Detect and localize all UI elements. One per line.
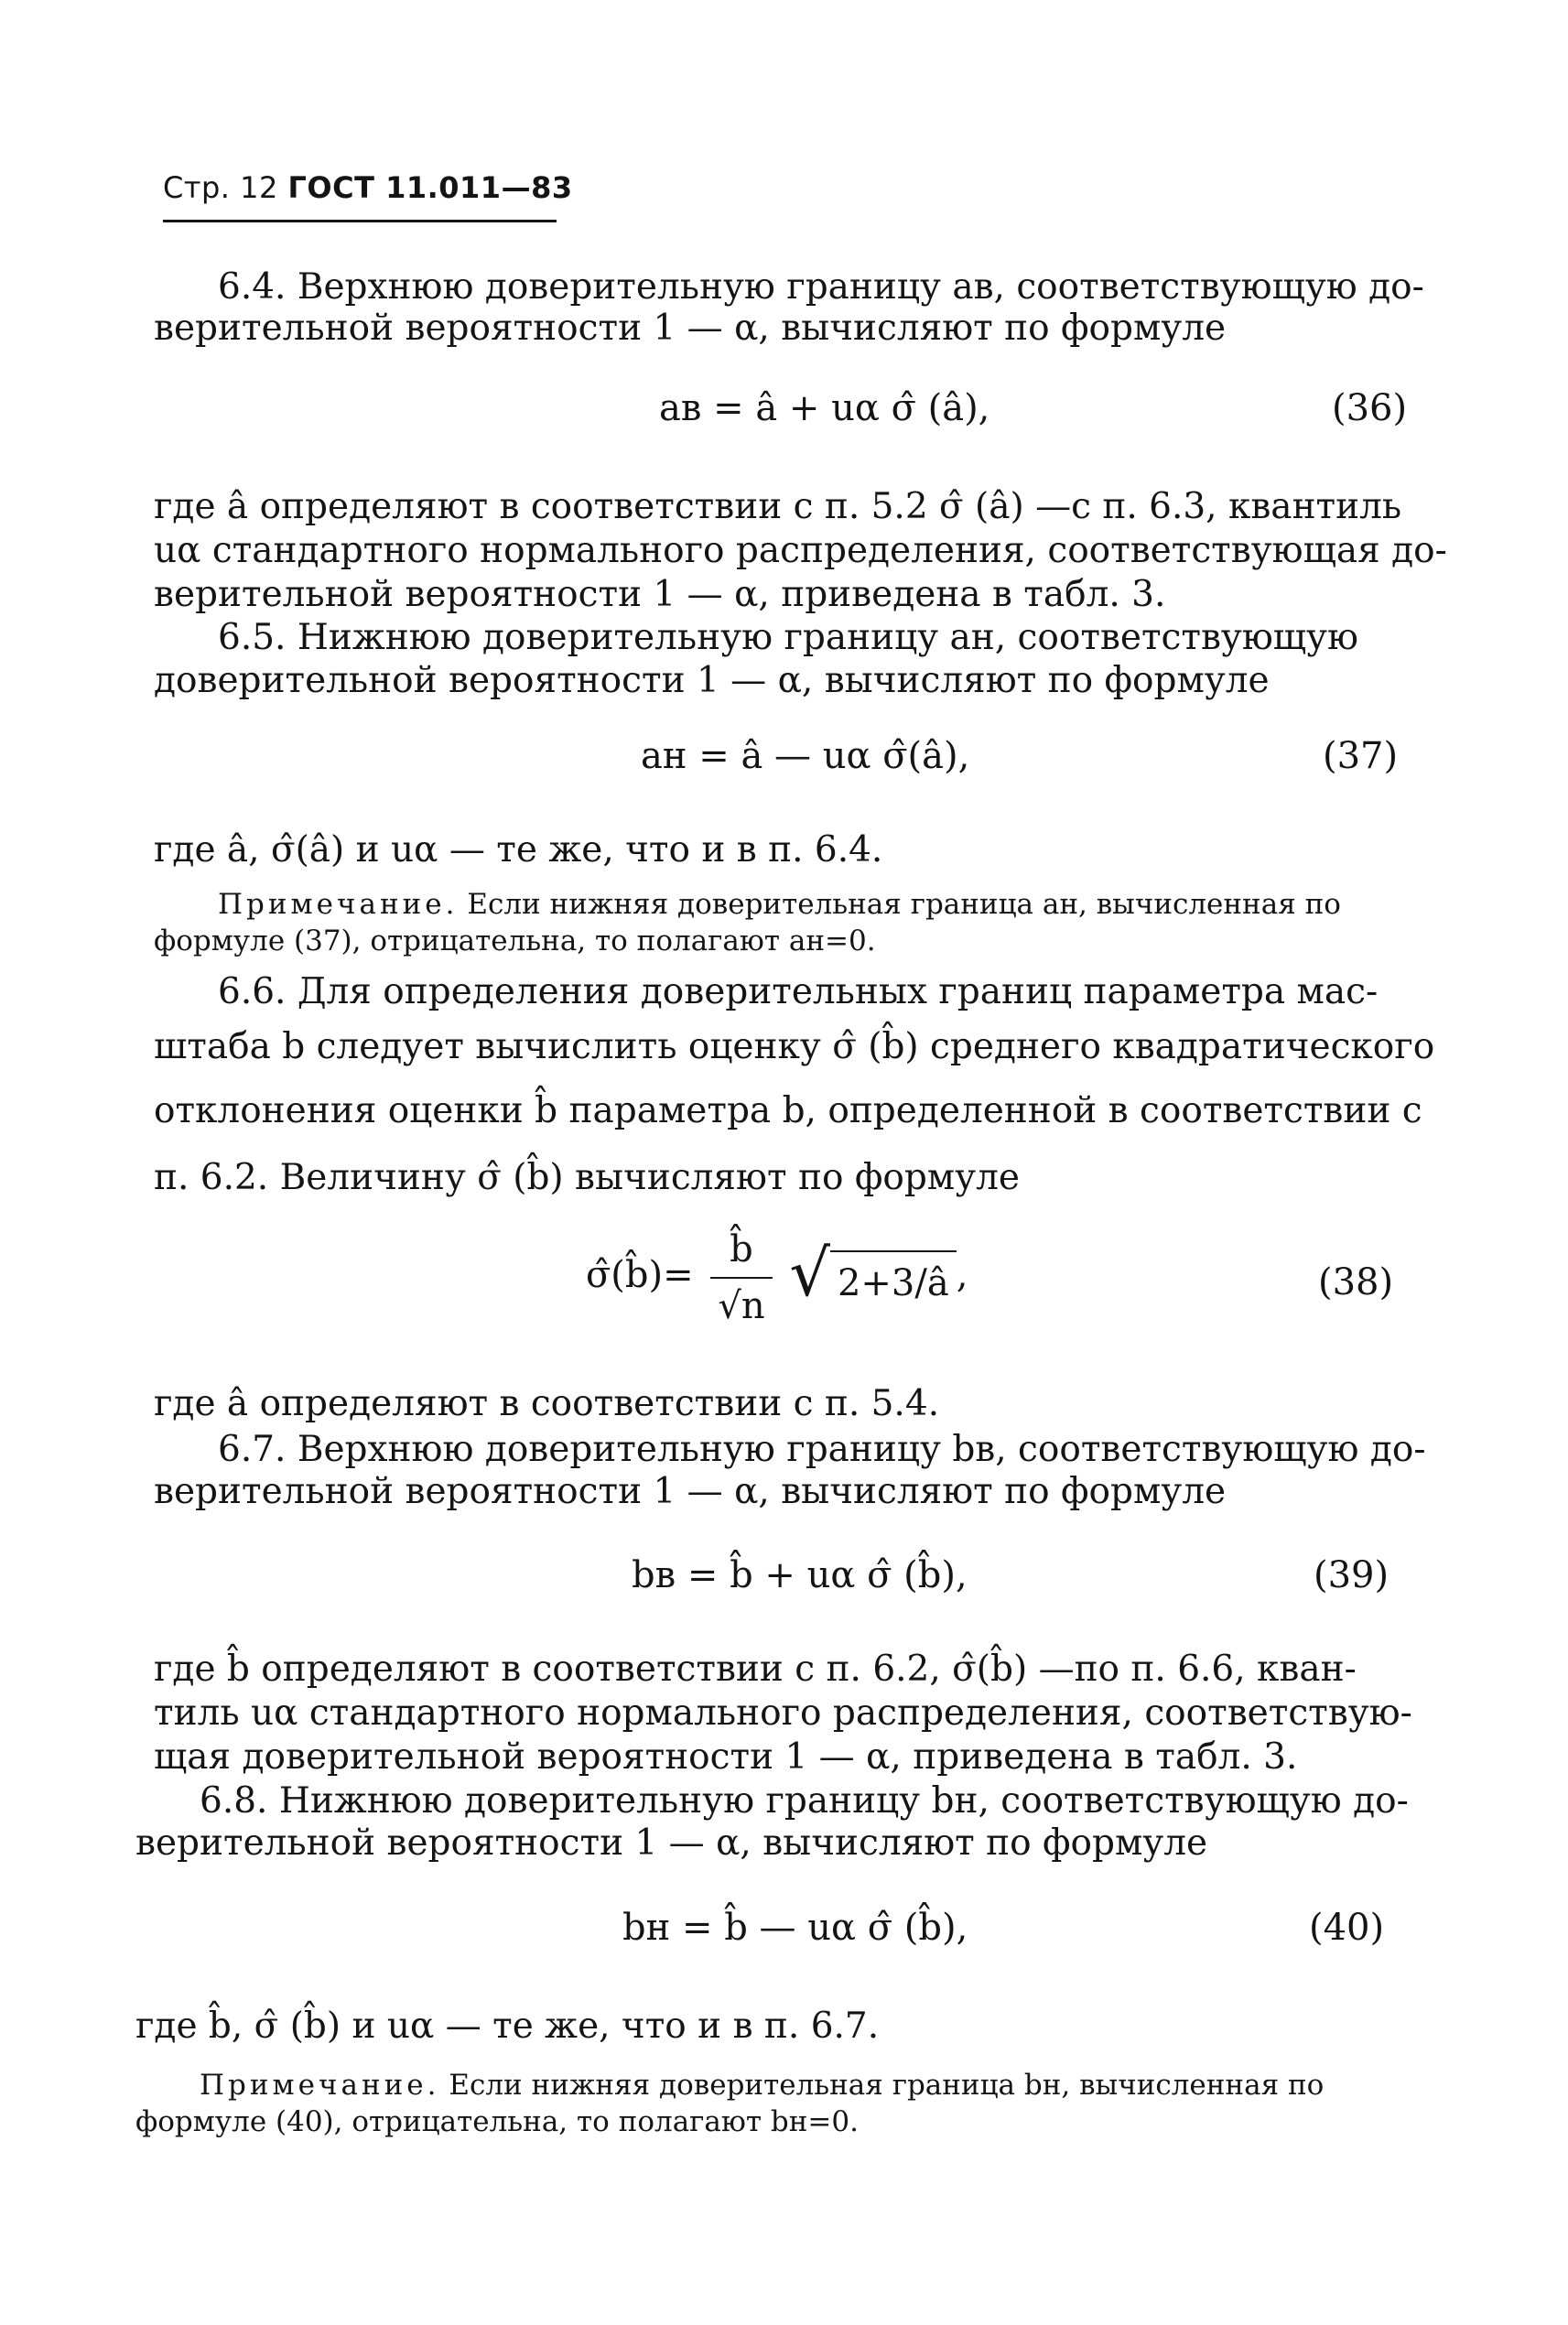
note-2-line-1	[200, 2067, 1481, 2103]
para-6-4-line-3: где â определяют в соответствии с п. 5.2 σ̂ (â) —с п. 6.3, квантиль	[154, 486, 1402, 527]
para-6-6-line-2: штаба b следует вычислить оценку σ̂ (b̂) среднего квадратического	[154, 1026, 1435, 1067]
para-6-5-line-1: 6.5. Нижнюю доверительную границу aн, соответствующую	[218, 617, 1358, 658]
formula-36: aв = â + uα σ̂ (â),	[659, 387, 990, 429]
formula-37: aн = â — uα σ̂(â),	[641, 735, 970, 777]
formula-38-denominator: √n	[718, 1285, 765, 1327]
para-6-4-line-2: верительной вероятности 1 — α, вычисляют по формуле	[154, 308, 1227, 349]
page-number: Стр. 12	[163, 170, 278, 205]
para-6-4-line-4: uα стандартного нормального распределения, соответствующая до-	[154, 530, 1447, 571]
equation-number-39: (39)	[1314, 1554, 1390, 1596]
para-6-8-line-2: верительной вероятности 1 — α, вычисляют по формуле	[135, 1822, 1208, 1864]
para-6-7-line-5: щая доверительной вероятности 1 — α, приведена в табл. 3.	[154, 1736, 1298, 1778]
note-2-text: Если нижняя доверительная граница bн, вычисленная по	[449, 2069, 1325, 2102]
equation-number-38: (38)	[1318, 1261, 1394, 1303]
para-6-6-line-4: п. 6.2. Величину σ̂ (b̂) вычисляют по формуле	[154, 1157, 1020, 1198]
para-6-5-line-2: доверительной вероятности 1 — α, вычисляют по формуле	[154, 660, 1270, 701]
note-2-label: Примечание.	[200, 2069, 440, 2102]
formula-38: σ̂(b̂)= $\frac{b̂}{√n}$ √ 2+3/â ,	[586, 1222, 968, 1334]
equation-number-37: (37)	[1323, 735, 1399, 777]
standard-code: ГОСТ 11.011—83	[287, 170, 573, 205]
note-1-line-1	[218, 886, 1499, 923]
para-6-7-line-2: верительной вероятности 1 — α, вычисляют по формуле	[154, 1471, 1227, 1512]
header-rule	[163, 220, 557, 222]
para-6-7-line-4: тиль uα стандартного нормального распределения, соответствую-	[154, 1692, 1412, 1734]
formula-38-radicand: 2+3/â	[830, 1250, 957, 1311]
formula-39: bв = b̂ + uα σ̂ (b̂),	[632, 1554, 968, 1596]
equation-number-36: (36)	[1332, 387, 1408, 429]
note-1-line-2: формуле (37), отрицательна, то полагают aн=0.	[154, 925, 876, 957]
para-6-6-line-3: отклонения оценки b̂ параметра b, определенной в соответствии с	[154, 1090, 1422, 1131]
para-6-7-line-3: где b̂ определяют в соответствии с п. 6.2, σ̂(b̂) —по п. 6.6, кван-	[154, 1649, 1357, 1690]
radical-sign-icon: √	[789, 1235, 830, 1311]
page-header	[163, 170, 573, 205]
para-6-6-line-1: 6.6. Для определения доверительных границ параметра мас-	[218, 971, 1379, 1012]
para-6-7-line-1: 6.7. Верхнюю доверительную границу bв, соответствующую до-	[218, 1429, 1426, 1470]
equation-number-40: (40)	[1309, 1907, 1385, 1949]
note-1-label: Примечание.	[218, 888, 459, 921]
para-6-5-line-3: где â, σ̂(â) и uα — те же, что и в п. 6.4.	[154, 829, 883, 871]
para-6-8-line-1: 6.8. Нижнюю доверительную границу bн, соответствующую до-	[200, 1780, 1409, 1822]
formula-40: bн = b̂ — uα σ̂ (b̂),	[622, 1907, 968, 1949]
para-6-8-line-3: где b̂, σ̂ (b̂) и uα — те же, что и в п. 6.7.	[135, 2006, 880, 2047]
formula-38-sqrt	[789, 1235, 956, 1311]
formula-38-lhs: σ̂(b̂)=	[586, 1254, 694, 1296]
note-2-line-2: формуле (40), отрицательна, то полагают bн=0.	[135, 2105, 859, 2138]
para-6-4-line-1: 6.4. Верхнюю доверительную границу aв, соответствующую до-	[218, 266, 1424, 308]
para-6-6-line-5: где â определяют в соответствии с п. 5.4.	[154, 1383, 940, 1424]
formula-38-fraction	[710, 1222, 772, 1334]
para-6-4-line-5: верительной вероятности 1 — α, приведена в табл. 3.	[154, 574, 1166, 615]
formula-38-numerator: b̂	[710, 1222, 772, 1279]
note-1-text: Если нижняя доверительная граница aн, вычисленная по	[467, 888, 1341, 921]
